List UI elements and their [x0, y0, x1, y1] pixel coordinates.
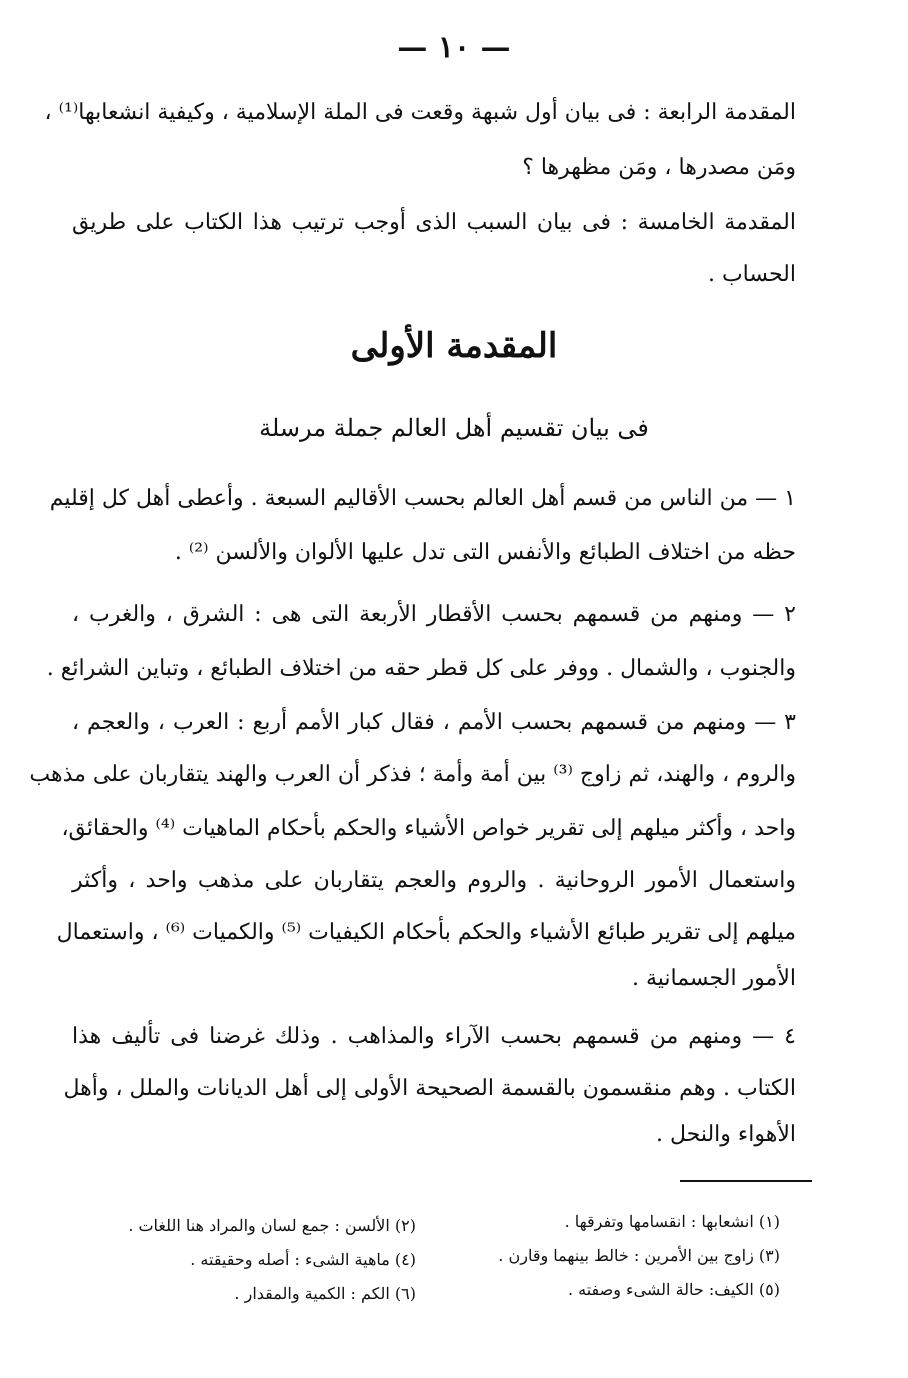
paragraph-line: ٣ — ومنهم من قسمهم بحسب الأمم ، فقال كبار الأمم أربع : العرب ، والعجم ، — [72, 710, 796, 735]
paragraph-line: واستعمال الأمور الروحانية . والروم والعجم يتقاربان على مذهب واحد ، وأكثر — [72, 868, 796, 893]
footnote-divider — [680, 1180, 812, 1182]
intro-line: ومَن مصدرها ، ومَن مظهرها ؟ — [522, 155, 796, 180]
paragraph-line: ٤ — ومنهم من قسمهم بحسب الآراء والمذاهب . وذلك غرضنا فى تأليف هذا — [72, 1024, 796, 1049]
paragraph-line: ميلهم إلى تقرير طبائع الأشياء والحكم بأحكام الكيفيات ⁽⁵⁾ والكميات ⁽⁶⁾ ، واستعمال — [56, 920, 796, 945]
paragraph-line: والجنوب ، والشمال . ووفر على كل قطر حقه من اختلاف الطبائع ، وتباين الشرائع . — [46, 656, 796, 681]
paragraph-line: والروم ، والهند، ثم زاوج ⁽³⁾ بين أمة وأمة ؛ فذكر أن العرب والهند يتقاربان على مذهب — [29, 762, 796, 787]
paragraph-line: الأهواء والنحل . — [655, 1122, 796, 1147]
section-subheading: فى بيان تقسيم أهل العالم جملة مرسلة — [259, 414, 649, 442]
paragraph-line: واحد ، وأكثر ميلهم إلى تقرير خواص الأشياء والحكم بأحكام الماهيات ⁽⁴⁾ والحقائق، — [61, 816, 796, 841]
paragraph-line: حظه من اختلاف الطبائع والأنفس التى تدل عليها الألوان والألسن ⁽²⁾ . — [174, 540, 796, 565]
paragraph-line: ٢ — ومنهم من قسمهم بحسب الأقطار الأربعة التى هى : الشرق ، والغرب ، — [72, 602, 796, 627]
footnote: (٢) الألسن : جمع لسان والمراد هنا اللغات . — [128, 1216, 416, 1235]
footnote: (٦) الكم : الكمية والمقدار . — [234, 1284, 416, 1303]
paragraph-line: الأمور الجسمانية . — [631, 966, 796, 991]
intro-line: الحساب . — [707, 262, 796, 287]
intro-line: المقدمة الرابعة : فى بيان أول شبهة وقعت فى الملة الإسلامية ، وكيفية انشعابها⁽¹⁾ ، — [44, 100, 796, 125]
footnote: (٣) زاوج بين الأمرين : خالط بينهما وقارن . — [498, 1246, 780, 1265]
page-number: — ١٠ — — [397, 30, 511, 65]
intro-line: المقدمة الخامسة : فى بيان السبب الذى أوجب ترتيب هذا الكتاب على طريق — [72, 210, 796, 235]
paragraph-line: ١ — من الناس من قسم أهل العالم بحسب الأقاليم السبعة . وأعطى أهل كل إقليم — [49, 486, 796, 511]
footnote: (٤) ماهية الشىء : أصله وحقيقته . — [190, 1250, 416, 1269]
paragraph-line: الكتاب . وهم منقسمون بالقسمة الصحيحة الأولى إلى أهل الديانات والملل ، وأهل — [63, 1076, 796, 1101]
section-heading: المقدمة الأولى — [350, 326, 558, 366]
footnote: (١) انشعابها : انقسامها وتفرقها . — [564, 1212, 780, 1231]
footnote: (٥) الكيف: حالة الشىء وصفته . — [567, 1280, 780, 1299]
